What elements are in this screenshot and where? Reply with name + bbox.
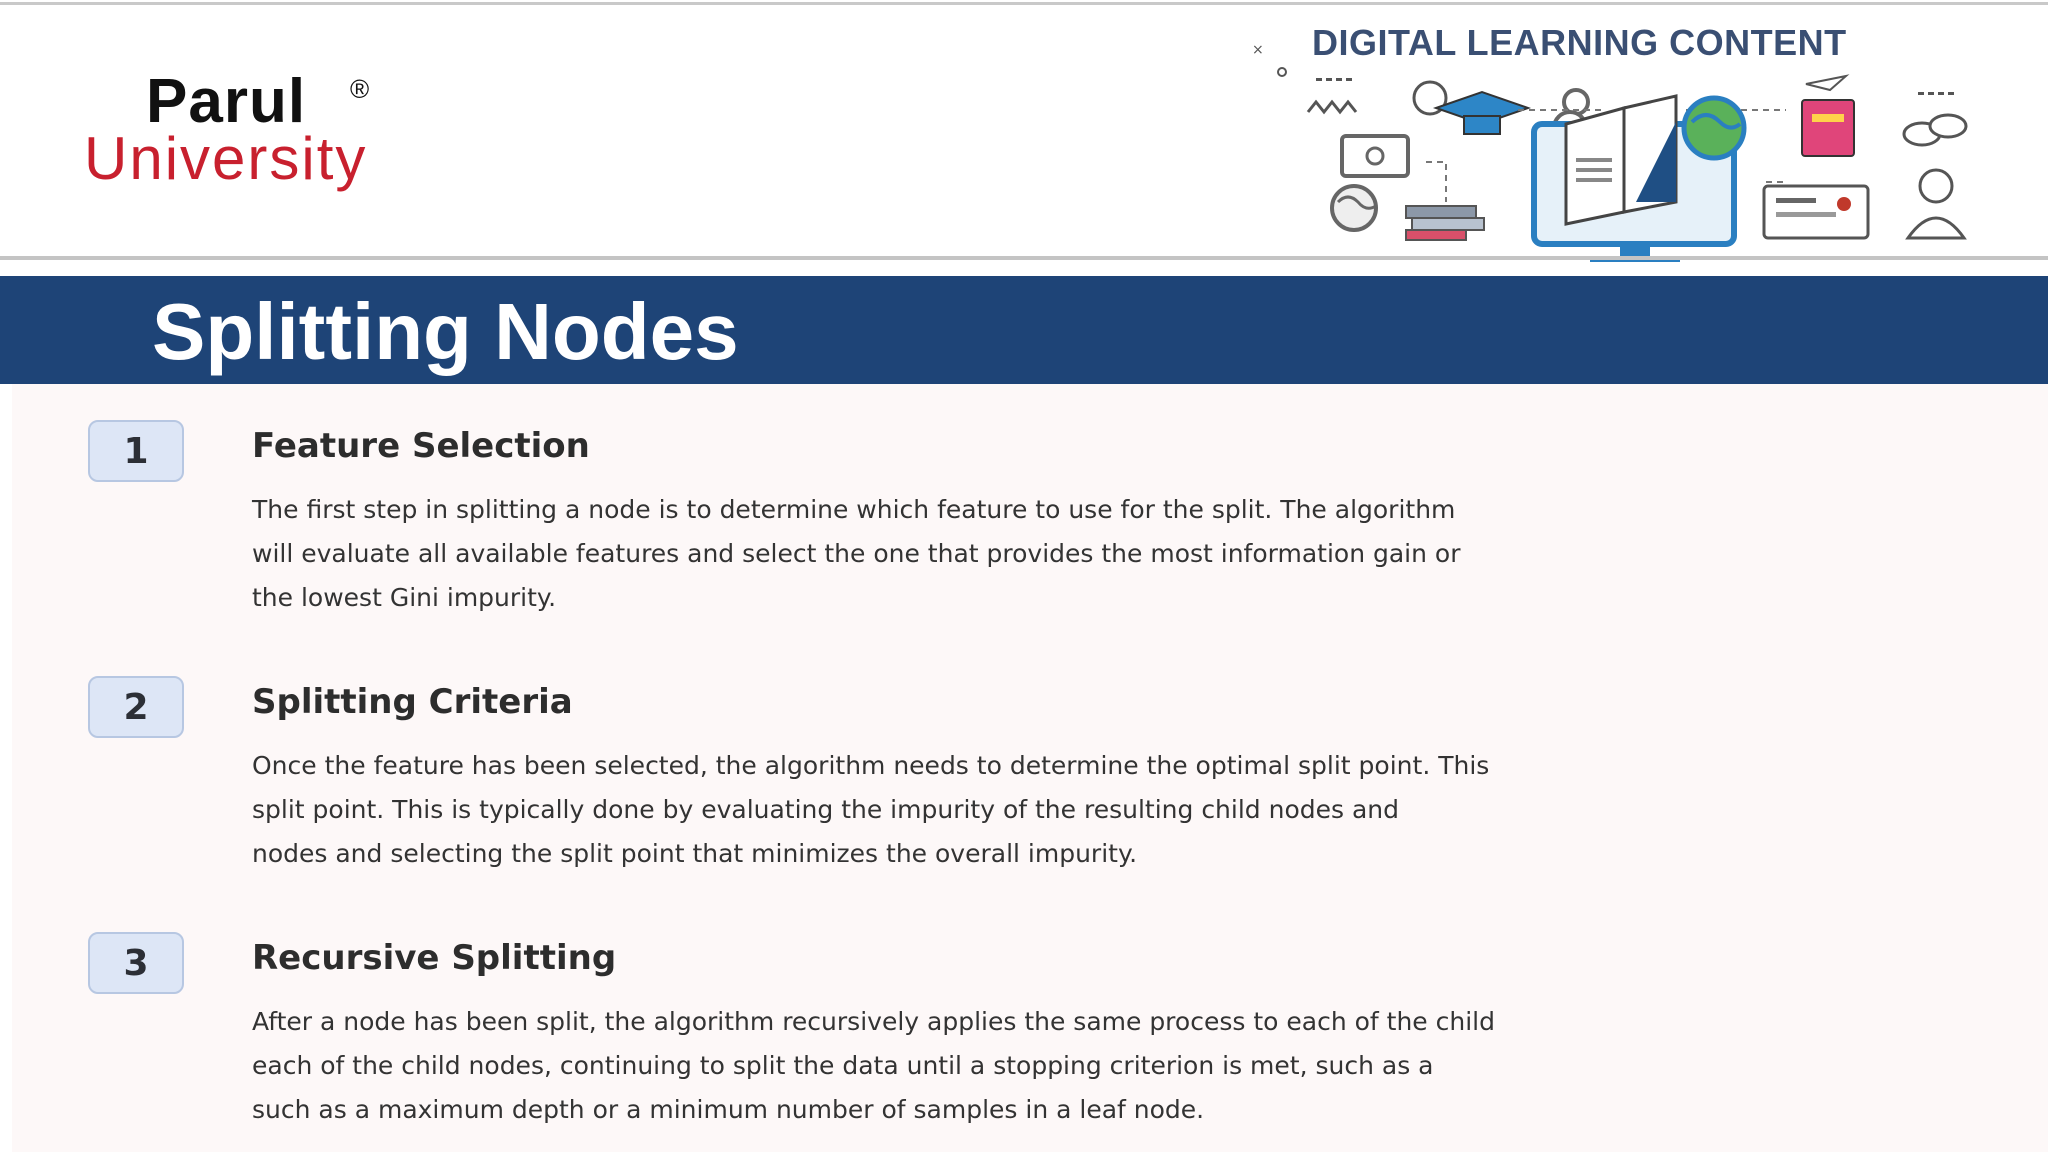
step-description — [252, 488, 2012, 620]
step-description-line: the lowest Gini impurity. — [252, 583, 557, 612]
step-description-line: After a node has been split, the algorithm recursively applies the same process to each of the child — [252, 1007, 1495, 1036]
slide-header — [0, 0, 2048, 276]
slide-content — [12, 384, 2048, 1152]
step-title: Splitting Criteria — [252, 682, 573, 722]
notebook-icon — [1802, 100, 1854, 156]
slide-title: Splitting Nodes — [152, 287, 739, 376]
header-bottom-rule — [0, 256, 2048, 260]
step-title: Recursive Splitting — [252, 938, 617, 978]
video-icon — [1342, 136, 1408, 176]
id-card-icon — [1764, 186, 1868, 238]
earth-icon — [1684, 98, 1744, 158]
stack-of-books-icon — [1406, 206, 1484, 240]
paper-plane-icon — [1806, 76, 1846, 90]
step-number-badge: 2 — [88, 676, 184, 738]
step-description — [252, 744, 2012, 876]
step-title: Feature Selection — [252, 426, 590, 466]
step-description-line: nodes and selecting the split point that minimizes the overall impurity. — [252, 839, 1138, 868]
svg-text:×: × — [1252, 42, 1264, 58]
header-top-rule — [0, 2, 2048, 5]
step-number-badge: 3 — [88, 932, 184, 994]
graduation-cap-icon — [1414, 82, 1528, 134]
chat-bubbles-icon — [1904, 115, 1966, 145]
step-description-line: The first step in splitting a node is to determine which feature to use for the split. The algorithm — [252, 495, 1456, 524]
registered-mark: ® — [350, 74, 370, 104]
university-logo-name: Parul — [146, 67, 307, 136]
university-logo-subtitle: University — [84, 125, 368, 192]
step-description — [252, 1000, 2012, 1132]
step-description-line: split point. This is typically done by evaluating the impurity of the resulting child nodes and — [252, 795, 1400, 824]
step-description-line: Once the feature has been selected, the algorithm needs to determine the optimal split point. This — [252, 751, 1490, 780]
person-icon — [1908, 170, 1964, 238]
squiggle-icon — [1308, 102, 1356, 112]
step-description-line: will evaluate all available features and select the one that provides the most information gain or — [252, 539, 1461, 568]
globe-icon — [1332, 186, 1376, 230]
step-number-badge: 1 — [88, 420, 184, 482]
step-description-line: such as a maximum depth or a minimum number of samples in a leaf node. — [252, 1095, 1205, 1124]
step-description-line: each of the child nodes, continuing to split the data until a stopping criterion is met, such as a — [252, 1051, 1434, 1080]
digital-learning-banner-title: DIGITAL LEARNING CONTENT — [1312, 22, 1847, 63]
slide-title-band — [0, 276, 2048, 384]
